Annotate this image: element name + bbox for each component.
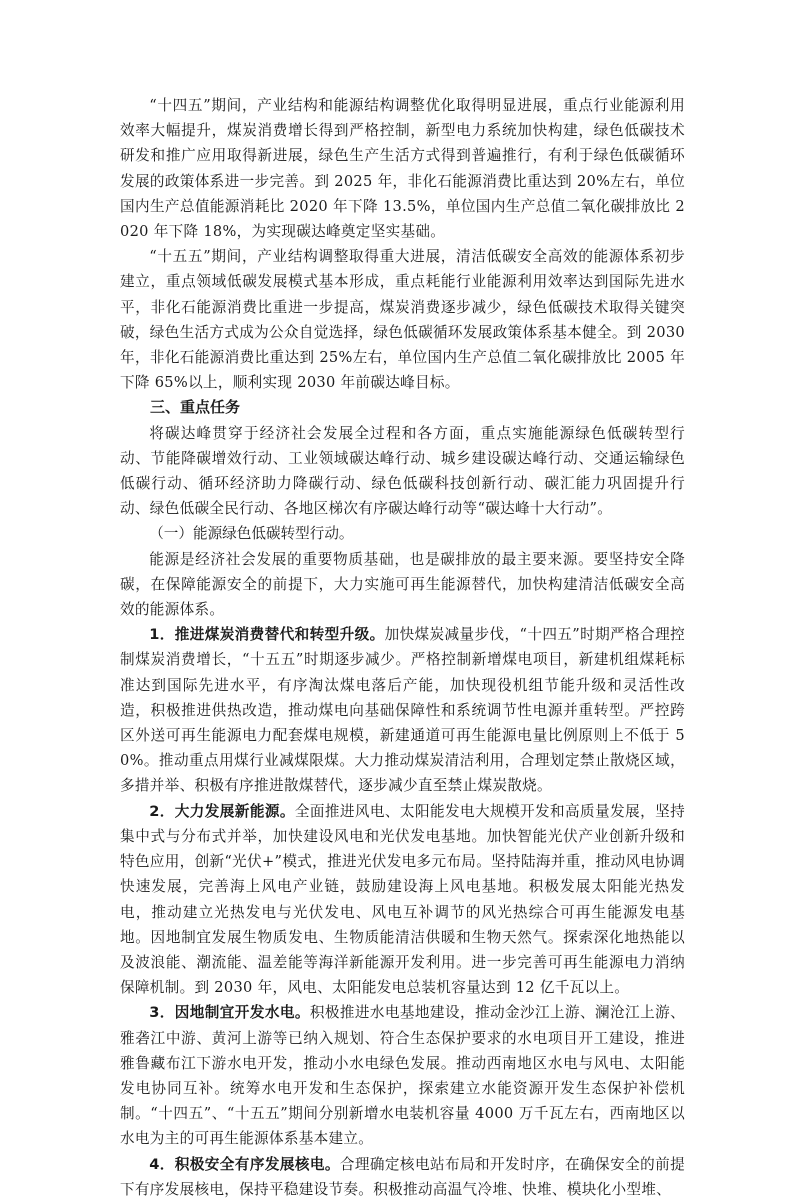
item-coal-transition [120, 622, 685, 798]
item-hydropower-lead: 3．因地制宜开发水电。 [149, 1004, 310, 1022]
item-coal-lead: 1．推进煤炭消费替代和转型升级。 [149, 626, 385, 644]
item-hydropower [120, 1000, 685, 1151]
subheading-energy-transition: （一）能源绿色低碳转型行动。 [149, 525, 354, 543]
item-nuclear-lead: 4．积极安全有序发展核电。 [149, 1155, 340, 1173]
paragraph-14th-five-year: “十四五”期间，产业结构和能源结构调整优化取得明显进展，重点行业能源利用效率大幅提升，煤炭消费增长得到严格控制，新型电力系统加快构建，绿色低碳技术研发和推广应用取得新进展，绿色生产生活方式得到普遍推行，有利于绿色低碳循环发展的政策体系进一步完善。到 2025 年，非化石能源消费比重达到 20%左右，单位国内生产总值能源消耗比 2020 年下降 13.5%，单位国内生产总值二氧化碳排放比 2020 年下降 18%，为实现碳达峰奠定坚实基础。 [120, 97, 685, 241]
item-new-energy-lead: 2．大力发展新能源。 [149, 802, 295, 820]
document-body [120, 93, 685, 1202]
item-hydropower-body: 积极推进水电基地建设，推动金沙江上游、澜沧江上游、雅砻江中游、黄河上游等已纳入规划、符合生态保护要求的水电项目开工建设，推进雅鲁藏布江下游水电开发，推动小水电绿色发展。推动西南地区水电与风电、太阳能发电协同互补。统筹水电开发和生态保护，探索建立水能资源开发生态保护补偿机制。“十四五”、“十五五”期间分别新增水电装机容量 4000 万千瓦左右，西南地区以水电为主的可再生能源体系基本建立。 [120, 1004, 685, 1148]
section-heading-key-tasks: 三、重点任务 [150, 398, 241, 417]
item-new-energy [120, 799, 685, 1001]
item-new-energy-body: 全面推进风电、太阳能发电大规模开发和高质量发展，坚持集中式与分布式并举，加快建设风电和光伏发电基地。加快智能光伏产业创新升级和特色应用，创新“光伏+”模式，推进光伏发电多元布局。坚持陆海并重，推动风电协调快速发展，完善海上风电产业链，鼓励建设海上风电基地。积极发展太阳能光热发电，推动建立光热发电与光伏发电、风电互补调节的风光热综合可再生能源发电基地。因地制宜发展生物质发电、生物质能清洁供暖和生物天然气。探索深化地热能以及波浪能、潮流能、温差能等海洋新能源开发利用。进一步完善可再生能源电力消纳保障机制。到 2030 年，风电、太阳能发电总装机容量达到 12 亿千瓦以上。 [120, 802, 686, 997]
item-coal-body: 加快煤炭减量步伐，“十四五”时期严格合理控制煤炭消费增长，“十五五”时期逐步减少。严格控制新增煤电项目，新建机组煤耗标准达到国际先进水平，有序淘汰煤电落后产能，加快现役机组节能升级和灵活性改造，积极推进供热改造，推动煤电向基础保障性和系统调节性电源并重转型。严控跨区外送可再生能源电力配套煤电规模，新建通道可再生能源电量比例原则上不低于 50%。推动重点用煤行业减煤限煤。大力推动煤炭清洁利用，合理划定禁止散烧区域，多措并举、积极有序推进散煤替代，逐步减少直至禁止煤炭散烧。 [120, 626, 685, 795]
paragraph-15th-five-year: “十五五”期间，产业结构调整取得重大进展，清洁低碳安全高效的能源体系初步建立，重点领域低碳发展模式基本形成，重点耗能行业能源利用效率达到国际先进水平，非化石能源消费比重进一步提高，煤炭消费逐步减少，绿色低碳技术取得关键突破，绿色生活方式成为公众自觉选择，绿色低碳循环发展政策体系基本健全。到 2030 年，非化石能源消费比重达到 25%左右，单位国内生产总值二氧化碳排放比 2005 年下降 65%以上，顺利实现 2030 年前碳达峰目标。 [120, 248, 685, 392]
item-nuclear-body: 合理确定核电站布局和开发时序，在确保安全的前提下有序发展核电，保持平稳建设节奏。积极推动高温气冷堆、快堆、模块化小型堆、 [120, 1155, 686, 1198]
paragraph-ten-actions: 将碳达峰贯穿于经济社会发展全过程和各方面，重点实施能源绿色低碳转型行动、节能降碳增效行动、工业领域碳达峰行动、城乡建设碳达峰行动、交通运输绿色低碳行动、循环经济助力降碳行动、绿色低碳科技创新行动、碳汇能力巩固提升行动、绿色低碳全民行动、各地区梯次有序碳达峰行动等“碳达峰十大行动”。 [120, 424, 685, 518]
paragraph-energy-foundation: 能源是经济社会发展的重要物质基础，也是碳排放的最主要来源。要坚持安全降碳，在保障能源安全的前提下，大力实施可再生能源替代，加快构建清洁低碳安全高效的能源体系。 [120, 550, 685, 619]
item-nuclear [120, 1152, 685, 1202]
